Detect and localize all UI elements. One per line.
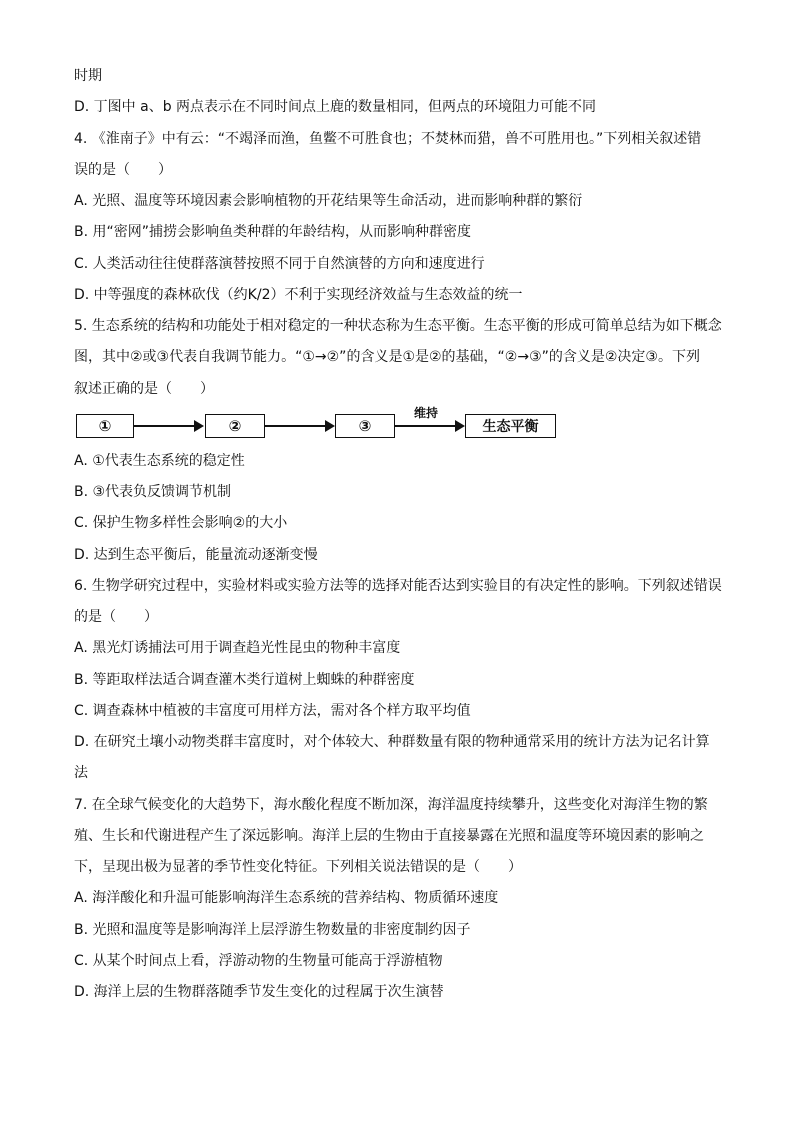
option-b: B. 光照和温度等是影响海洋上层浮游生物数量的非密度制约因子: [74, 922, 471, 938]
question-5-stem: 5. 生态系统的结构和功能处于相对稳定的一种状态称为生态平衡。生态平衡的形成可简单总结为如下概念: [74, 318, 722, 334]
option-a: A. 黑光灯诱捕法可用于调查趋光性昆虫的物种丰富度: [74, 640, 401, 656]
question-7-stem: 7. 在全球气候变化的大趋势下，海水酸化程度不断加深，海洋温度持续攀升，这些变化对海洋生物的繁: [74, 797, 708, 813]
diagram-box-2: ②: [205, 414, 265, 438]
diagram-box-4: 生态平衡: [465, 414, 556, 438]
option-c: C. 从某个时间点上看，浮游动物的生物量可能高于浮游植物: [74, 953, 443, 969]
text-line: 的是（ ）: [74, 609, 158, 625]
text-line: 时期: [74, 68, 102, 84]
text-line: 误的是（ ）: [74, 162, 172, 178]
option-b: B. 等距取样法适合调查灌木类行道树上蜘蛛的种群密度: [74, 672, 415, 688]
option-b: B. 用“密网”捕捞会影响鱼类种群的年龄结构，从而影响种群密度: [74, 224, 472, 240]
option-a: A. ①代表生态系统的稳定性: [74, 453, 245, 469]
text-line: 叙述正确的是（ ）: [74, 381, 214, 397]
option-c: C. 人类活动往往使群落演替按照不同于自然演替的方向和速度进行: [74, 256, 485, 272]
text-line: D. 丁图中 a、b 两点表示在不同时间点上鹿的数量相同，但两点的环境阻力可能不同: [74, 99, 597, 115]
option-d: D. 达到生态平衡后，能量流动逐渐变慢: [74, 547, 318, 563]
option-d: D. 在研究土壤小动物类群丰富度时，对个体较大、种群数量有限的物种通常采用的统计方法为记名计算: [74, 734, 710, 750]
text-line: 下，呈现出极为显著的季节性变化特征。下列相关说法错误的是（ ）: [74, 859, 522, 875]
option-d: D. 海洋上层的生物群落随季节发生变化的过程属于次生演替: [74, 984, 444, 1000]
option-c: C. 保护生物多样性会影响②的大小: [74, 515, 288, 531]
text-line: 法: [74, 765, 88, 781]
option-c: C. 调查森林中植被的丰富度可用样方法，需对各个样方取平均值: [74, 703, 471, 719]
question-6-stem: 6. 生物学研究过程中，实验材料或实验方法等的选择对能否达到实验目的有决定性的影响。下列叙述错误: [74, 578, 722, 594]
arrow-head-icon: [455, 420, 465, 432]
option-b: B. ③代表负反馈调节机制: [74, 484, 232, 500]
option-d: D. 中等强度的森林砍伐（约K/2）不利于实现经济效益与生态效益的统一: [74, 287, 523, 303]
diagram-box-3: ③: [335, 414, 395, 438]
option-a: A. 海洋酸化和升温可能影响海洋生态系统的营养结构、物质循环速度: [74, 890, 499, 906]
arrow-label: 维持: [414, 406, 439, 420]
arrow-head-icon: [194, 420, 204, 432]
concept-diagram: [74, 408, 574, 444]
arrow-head-icon: [325, 420, 335, 432]
question-4-stem: 4. 《淮南子》中有云：“不竭泽而渔，鱼鳖不可胜食也；不焚林而猎，兽不可胜用也。”下列相关叙述错: [74, 131, 702, 147]
text-line: 殖、生长和代谢进程产生了深远影响。海洋上层的生物由于直接暴露在光照和温度等环境因素的影响之: [74, 828, 704, 844]
option-a: A. 光照、温度等环境因素会影响植物的开花结果等生命活动，进而影响种群的繁衍: [74, 193, 583, 209]
diagram-box-1: ①: [76, 414, 134, 438]
arrow-line: [134, 425, 196, 427]
arrow-line: [265, 425, 327, 427]
arrow-line: [395, 425, 457, 427]
text-line: 图，其中②或③代表自我调节能力。“①→②”的含义是①是②的基础，“②→③”的含义是②决定③。下列: [74, 349, 700, 365]
